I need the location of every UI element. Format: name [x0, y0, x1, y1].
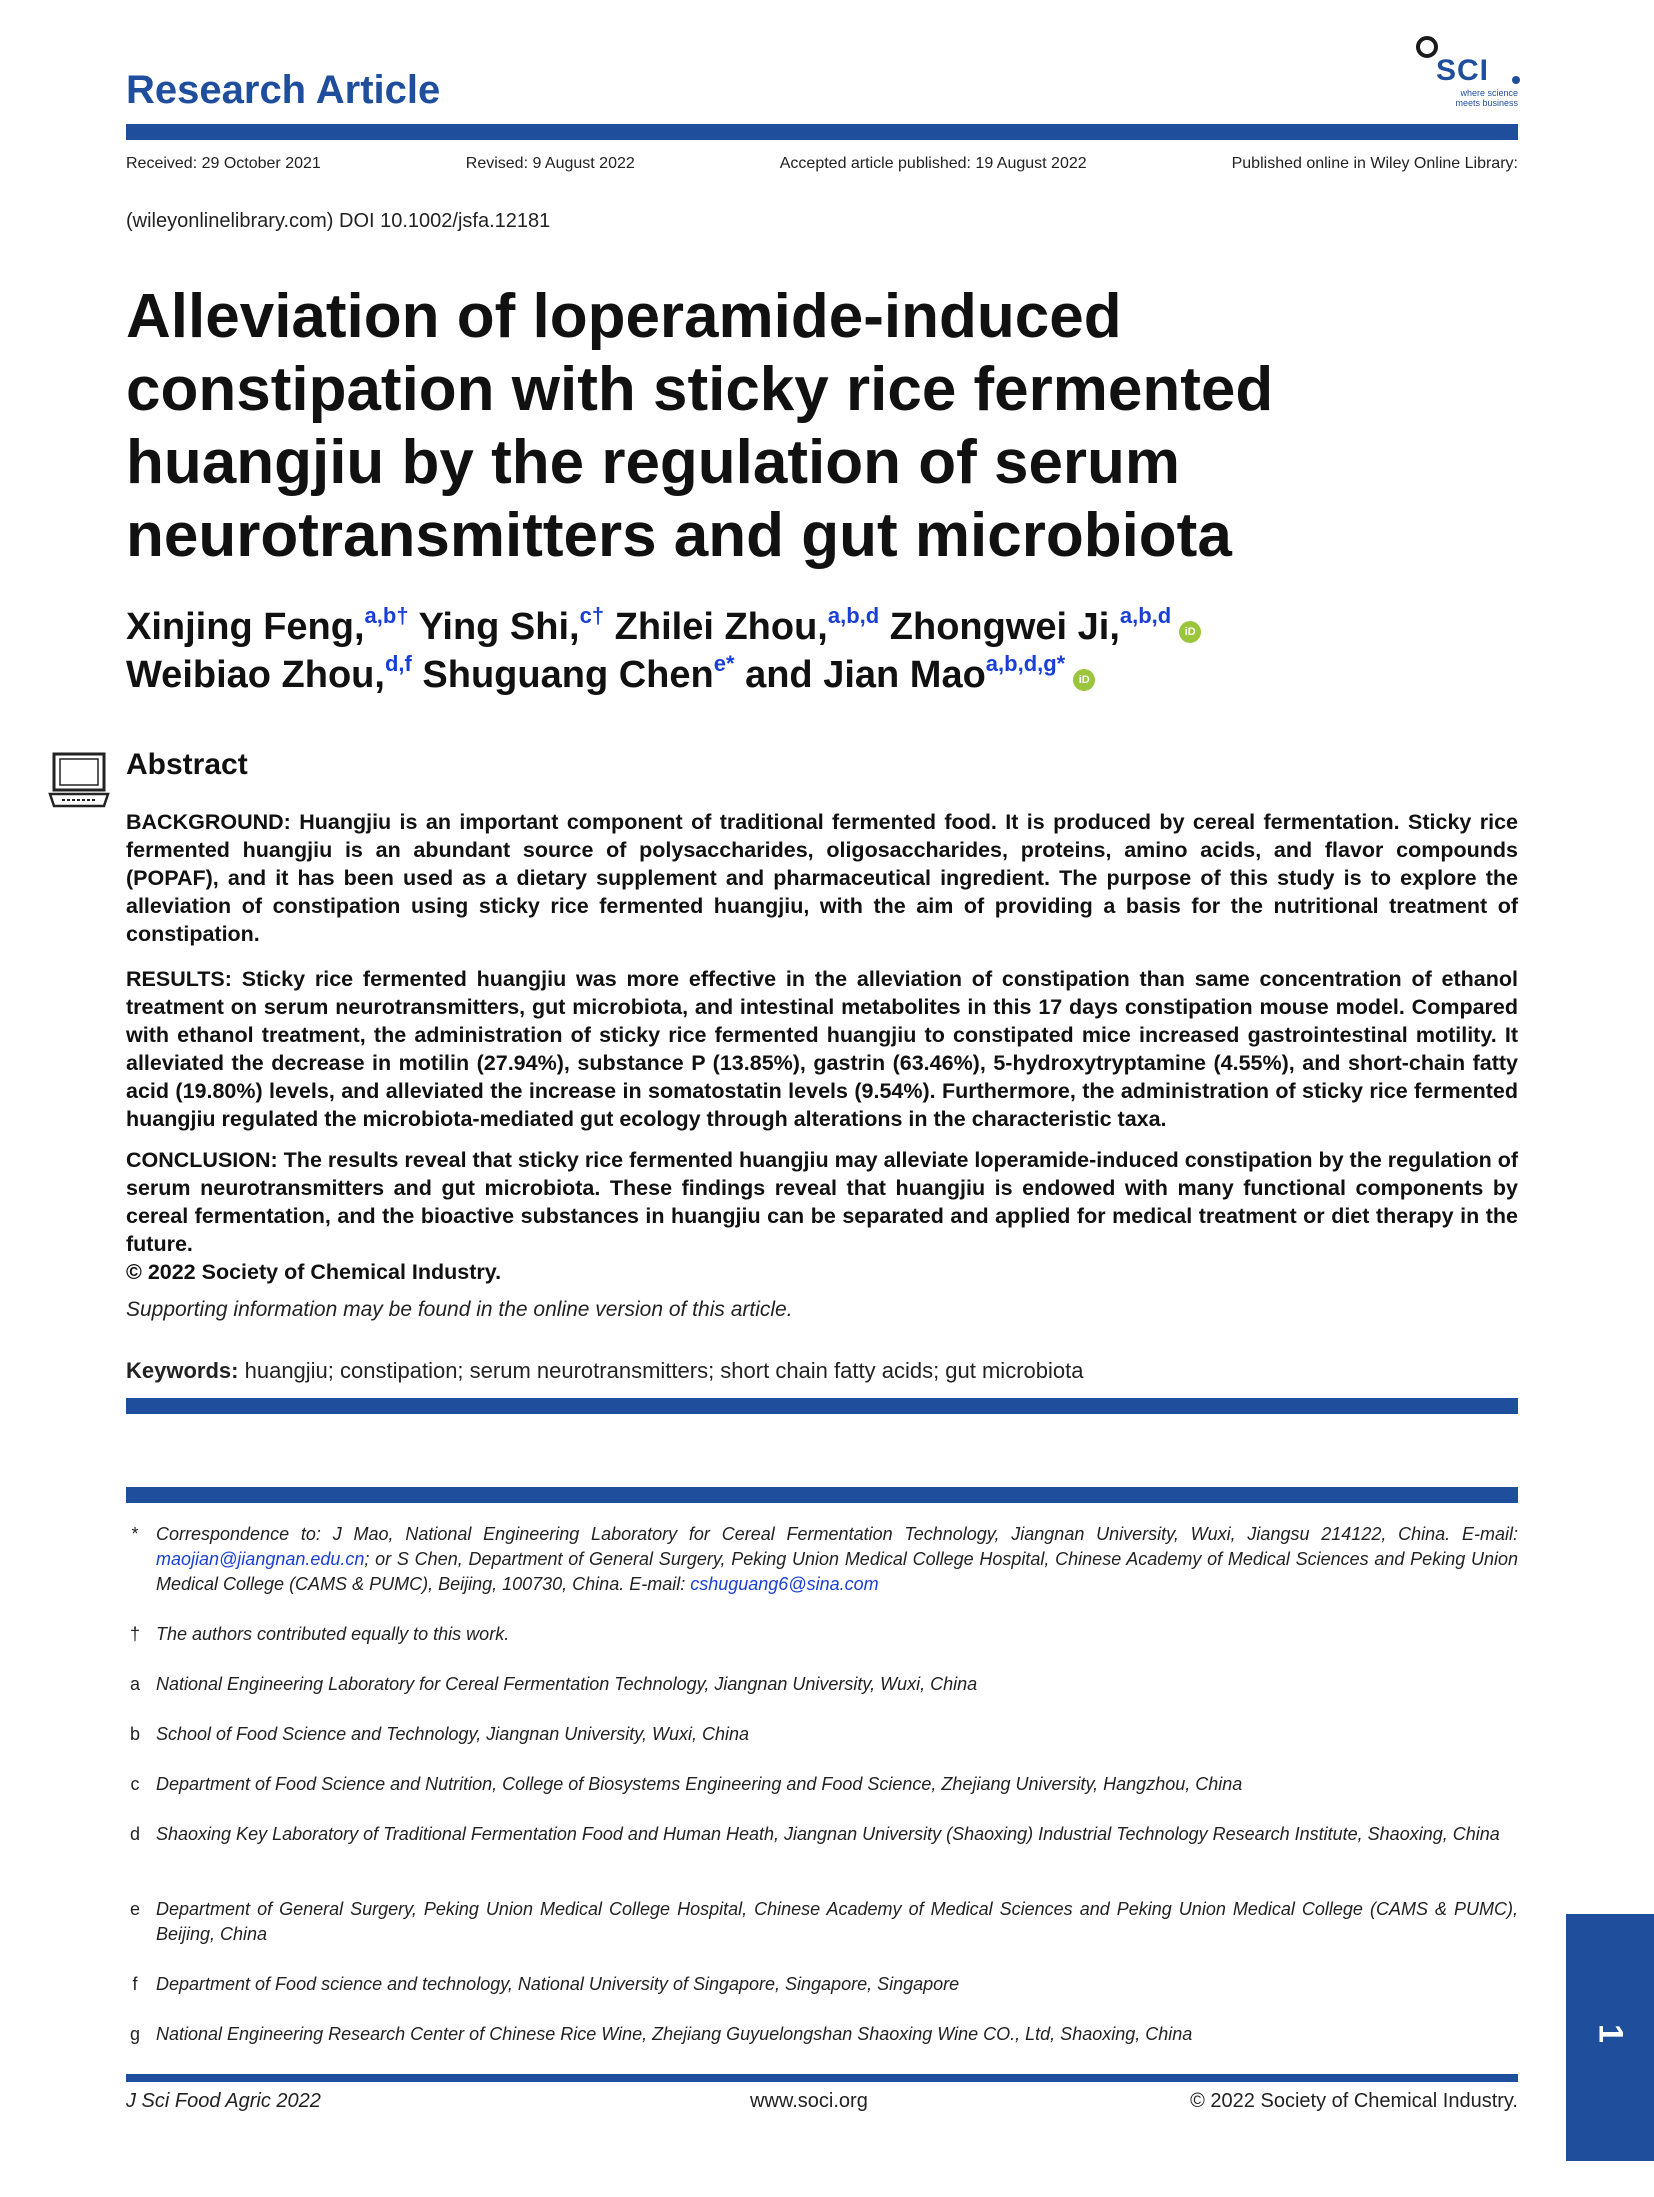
affiliation-item: [126, 1722, 1518, 1747]
page-number: 1: [1591, 2024, 1630, 2043]
footnote-mark: †: [129, 1624, 140, 1644]
journal-citation: J Sci Food Agric 2022: [126, 2090, 321, 2112]
author-name[interactable]: and Jian Mao: [745, 654, 986, 696]
abstract-heading: Abstract: [126, 748, 248, 781]
affiliation-mark: c: [130, 1774, 140, 1794]
abstract-conclusion: [126, 1146, 1518, 1286]
received-date: Received: 29 October 2021: [126, 155, 321, 172]
affiliation-text: Department of Food Science and Nutrition, College of Biosystems Engineering and Food Science, Zhejiang University, Hangzhou, China: [156, 1774, 1243, 1794]
affiliation-item: [126, 1672, 1518, 1697]
background-text: Huangjiu is an important component of traditional fermented food. It is produced by cereal fermentation. Sticky rice fermented huangjiu is an abundant source of polysaccharides, oligosaccharides, proteins, amino acids, and flavor compounds (POPAF), and it has been used as a dietary supplement and pharmaceutical ingredient. The purpose of this study is to explore the alleviation of constipation using sticky rice fermented huangjiu, with the aim of providing a basis for the nutritional treatment of constipation.: [126, 810, 1518, 946]
footnote-equal-contribution: [126, 1622, 1518, 1647]
keywords-label: Keywords:: [126, 1358, 239, 1383]
laptop-icon: [48, 752, 110, 808]
affiliation-text: Shaoxing Key Laboratory of Traditional Fermentation Food and Human Heath, Jiangnan University (Shaoxing) Industrial Technology Research Institute, Shaoxing, China: [156, 1824, 1500, 1844]
author-affiliation[interactable]: d,f: [384, 651, 412, 676]
sci-logo: [1416, 34, 1518, 108]
author-name[interactable]: Ying Shi,: [418, 606, 580, 648]
affiliation-mark: a: [129, 1674, 140, 1694]
logo-tagline-line-2: meets business: [1455, 98, 1518, 108]
page-number-tab: [1566, 1914, 1654, 2161]
affiliation-mark: g: [129, 2024, 140, 2044]
author-name[interactable]: Zhilei Zhou,: [614, 606, 828, 648]
website-link[interactable]: www.soci.org: [750, 2090, 868, 2112]
conclusion-label: CONCLUSION:: [126, 1148, 278, 1172]
affiliation-item: [126, 1972, 1518, 1997]
doi-line: (wileyonlinelibrary.com) DOI 10.1002/jsfa.12181: [126, 210, 551, 232]
affiliation-item: [126, 1822, 1518, 1847]
author-name[interactable]: Zhongwei Ji,: [889, 606, 1120, 648]
logo-dot-icon: [1512, 76, 1520, 84]
affiliation-mark: f: [132, 1974, 138, 1994]
affiliation-text: School of Food Science and Technology, Jiangnan University, Wuxi, China: [156, 1724, 749, 1744]
author-affiliation[interactable]: e*: [713, 651, 735, 676]
section-label: Research Article: [126, 68, 441, 112]
author-line-1: [126, 603, 1506, 651]
affiliation-mark: d: [129, 1824, 140, 1844]
orcid-icon[interactable]: iD: [1073, 669, 1095, 691]
abstract-bottom-rule: [126, 1398, 1518, 1414]
footnote-mark: *: [131, 1524, 139, 1544]
author-name[interactable]: Xinjing Feng,: [126, 606, 365, 648]
footnote-top-rule: [126, 1487, 1518, 1503]
affiliation-text: National Engineering Laboratory for Cereal Fermentation Technology, Jiangnan University, Wuxi, China: [156, 1674, 978, 1694]
affiliation-mark: e: [129, 1899, 140, 1919]
email-link[interactable]: cshuguang6@sina.com: [690, 1574, 879, 1594]
author-affiliation[interactable]: a,b,d: [1119, 603, 1172, 628]
affiliation-mark: b: [129, 1724, 140, 1744]
accepted-date: Accepted article published: 19 August 2022: [779, 155, 1087, 172]
keywords: [126, 1358, 1083, 1384]
author-list: [126, 603, 1506, 699]
footer-rule: [126, 2074, 1518, 2082]
published-online: Published online in Wiley Online Library:: [1231, 155, 1518, 172]
footnote-correspondence: [126, 1522, 1518, 1597]
logo-text: SCI: [1436, 54, 1490, 87]
conclusion-text: The results reveal that sticky rice fermented huangjiu may alleviate loperamide-induced constipation by the regulation of serum neurotransmitters and gut microbiota. These findings reveal that huangjiu is endowed with many functional components by cereal fermentation, and the bioactive substances in huangjiu can be separated and applied for medical treatment or diet therapy in the future.: [126, 1148, 1518, 1256]
header-rule: [126, 124, 1518, 140]
affiliation-item: [126, 1772, 1518, 1797]
revised-date: Revised: 9 August 2022: [465, 155, 635, 172]
footnote-text: Correspondence to: J Mao, National Engineering Laboratory for Cereal Fermentation Technology, Jiangnan University, Wuxi, Jiangsu 214122, China. E-mail: maojian@jiangnan.edu.cn; or S Chen, Department of General Surgery, Peking Union Medical College Hospital, Chinese Academy of Medical Sciences and Peking Union Medical College (CAMS & PUMC), Beijing, 100730, China. E-mail: cshuguang6@sina.com: [156, 1524, 1518, 1594]
publication-dates: [126, 155, 1518, 173]
affiliation-item: [126, 1897, 1518, 1947]
article-title: Alleviation of loperamide-induced constipation with sticky rice fermented huangjiu by the regulation of serum neurotransmitters and gut microbiota: [126, 282, 1274, 570]
supporting-info: Supporting information may be found in the online version of this article.: [126, 1298, 793, 1321]
email-link[interactable]: maojian@jiangnan.edu.cn: [156, 1549, 365, 1569]
affiliation-text: Department of General Surgery, Peking Union Medical College Hospital, Chinese Academy of Medical Sciences and Peking Union Medical College (CAMS & PUMC), Beijing, China: [156, 1899, 1518, 1944]
affiliation-text: Department of Food science and technology, National University of Singapore, Singapore, Singapore: [156, 1974, 960, 1994]
background-label: BACKGROUND:: [126, 810, 291, 834]
results-label: RESULTS:: [126, 967, 232, 991]
author-affiliation[interactable]: a,b,d,g*: [985, 651, 1066, 676]
logo-tagline-line-1: where science: [1460, 88, 1518, 98]
orcid-icon[interactable]: iD: [1179, 621, 1201, 643]
author-name[interactable]: Shuguang Chen: [422, 654, 714, 696]
logo-ring-icon: [1416, 36, 1438, 58]
abstract-results: [126, 965, 1518, 1133]
author-affiliation[interactable]: a,b,d: [827, 603, 880, 628]
keywords-text: huangjiu; constipation; serum neurotransmitters; short chain fatty acids; gut microbiota: [244, 1358, 1084, 1383]
affiliation-item: [126, 2022, 1518, 2047]
logo-tagline: [1440, 88, 1518, 108]
affiliation-text: National Engineering Research Center of Chinese Rice Wine, Zhejiang Guyuelongshan Shaoxing Wine CO., Ltd, Shaoxing, China: [156, 2024, 1193, 2044]
author-affiliation[interactable]: c†: [579, 603, 605, 628]
author-line-2: [126, 651, 1506, 699]
author-affiliation[interactable]: a,b†: [364, 603, 409, 628]
abstract-copyright: © 2022 Society of Chemical Industry.: [126, 1260, 502, 1284]
footer-copyright: © 2022 Society of Chemical Industry.: [1190, 2090, 1518, 2112]
author-name[interactable]: Weibiao Zhou,: [126, 654, 385, 696]
results-text: Sticky rice fermented huangjiu was more effective in the alleviation of constipation than same concentration of ethanol treatment on serum neurotransmitters, gut microbiota, and intestinal metabolites in this 17 days constipation mouse model. Compared with ethanol treatment, the administration of sticky rice fermented huangjiu to constipated mice increased gastrointestinal motility. It alleviated the decrease in motilin (27.94%), substance P (13.85%), gastrin (63.46%), 5-hydroxytryptamine (4.55%), and short-chain fatty acid (19.80%) levels, and alleviated the increase in somatostatin levels (9.54%). Furthermore, the administration of sticky rice fermented huangjiu regulated the microbiota-mediated gut ecology through alterations in the characteristic taxa.: [126, 967, 1518, 1131]
abstract-background: [126, 808, 1518, 948]
footnote-text: The authors contributed equally to this work.: [156, 1624, 510, 1644]
